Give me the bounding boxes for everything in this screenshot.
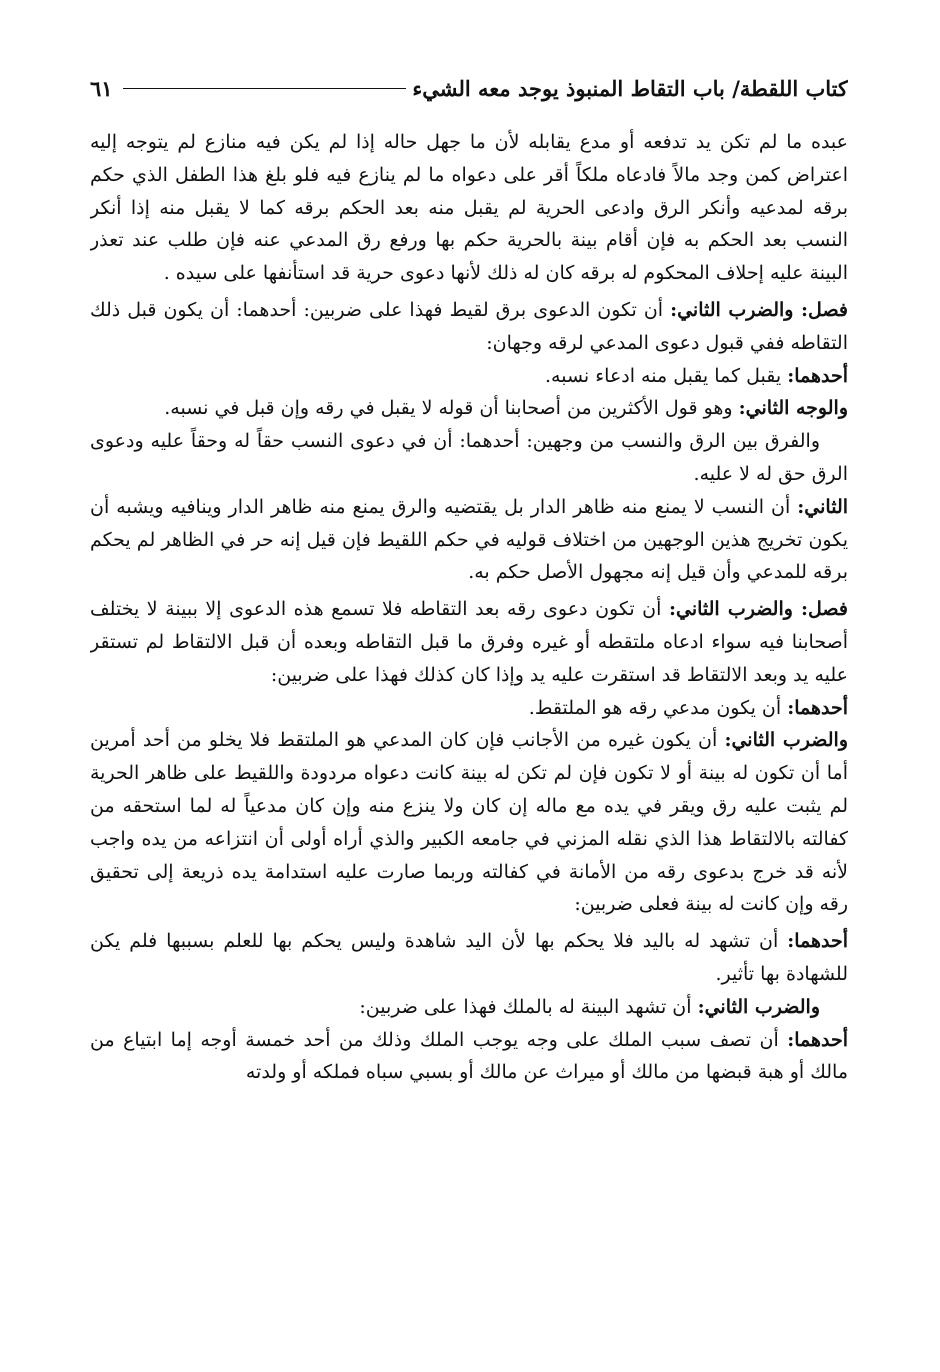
paragraph: [90, 392, 848, 425]
paragraph: [90, 126, 848, 290]
paragraph: [90, 724, 848, 921]
paragraph: [90, 425, 848, 491]
header-rule: [123, 88, 407, 89]
paragraph-lead: والوجه الثاني:: [738, 397, 848, 420]
paragraph: [90, 491, 848, 589]
paragraph-lead: فصل: والضرب الثاني:: [668, 598, 848, 621]
paragraph-lead: فصل: والضرب الثاني:: [670, 298, 848, 321]
paragraph: [90, 991, 848, 1024]
running-header: [90, 70, 848, 106]
body-text: [90, 126, 848, 1089]
page: [90, 70, 848, 1350]
paragraph: [90, 593, 848, 691]
paragraph-lead: أحدهما:: [787, 1028, 848, 1051]
paragraph-text: والفرق بين الرق والنسب من وجهين: أحدهما: أن في دعوى النسب حقاً له وحقاً عليه ودعوى الرق حق له لا عليه.: [90, 430, 848, 485]
paragraph-lead: الثاني:: [797, 495, 848, 518]
paragraph: [90, 692, 848, 725]
paragraph-lead: أحدهما:: [787, 930, 848, 953]
paragraph-text: أن تكون دعوى رقه بعد التقاطه فلا تسمع هذه الدعوى إلا ببينة لا يختلف أصحابنا فيه سواء ادعاه ملتقطه أو غيره وفرق ما قبل التقاطه وبعده أن قبل الالتقاط لم تستقر عليه يد وبعد الالتقاط قد استقرت عليه يد وإذا كان كذلك فهذا على ضربين:: [90, 598, 848, 686]
paragraph-text: أن يكون غيره من الأجانب فإن كان المدعي هو الملتقط فلا يخلو من أحد أمرين أما أن تكون له بينة أو لا تكون فإن لم تكن له بينة كانت دعواه مردودة واللقيط على ظاهر الحرية لم يثبت عليه رق ويقر في يده مع ماله إن كان ولا ينزع منه وإن كان مدعياً له لما استحقه من كفالته بالالتقاط هذا الذي نقله المزني في جامعه الكبير والذي أراه أولى أن انتزاعه من يده واجب لأنه قد خرج بدعوى رقه من الأمانة في كفالته وربما صارت عليه استدامة يده ذريعة إلى تحقيق رقه وإن كانت له بينة فعلى ضربين:: [90, 729, 848, 916]
paragraph-lead: والضرب الثاني:: [724, 729, 848, 752]
paragraph-lead: أحدهما:: [787, 696, 848, 719]
paragraph-lead: والضرب الثاني:: [697, 995, 820, 1018]
header-title: كتاب اللقطة/ باب التقاط المنبوذ يوجد معه الشيء: [412, 75, 848, 101]
paragraph: [90, 360, 848, 393]
paragraph-lead: أحدهما:: [787, 364, 848, 387]
paragraph: [90, 925, 848, 991]
paragraph-text: أن يكون مدعي رقه هو الملتقط.: [528, 696, 788, 719]
paragraph-text: أن النسب لا يمنع منه ظاهر الدار بل يقتضيه والرق يمنع منه ظاهر الدار وينافيه ويشبه أن يكون تخريج هذين الوجهين من اختلاف قوليه في حكم اللقيط فإن قيل إنه حر في الظاهر لم يحكم برقه للمدعي وأن قيل إنه مجهول الأصل حكم به.: [90, 495, 848, 584]
paragraph-text: يقبل كما يقبل منه ادعاء نسبه.: [544, 364, 788, 387]
paragraph-text: أن تشهد له باليد فلا يحكم بها لأن اليد شاهدة وليس يحكم بها للعلم بسببها فلم يكن للشهادة بها تأثير.: [90, 930, 848, 985]
paragraph-text: أن تصف سبب الملك على وجه يوجب الملك وذلك من أحد خمسة أوجه إما ابتياع من مالك أو هبة قبضها من مالك أو ميراث عن مالك أو بسبي سباه فملكه أو ولدته: [90, 1028, 848, 1084]
page-number: ٦١: [90, 75, 113, 101]
paragraph-text: أن تشهد البينة له بالملك فهذا على ضربين:: [359, 995, 698, 1018]
paragraph-text: وهو قول الأكثرين من أصحابنا أن قوله لا يقبل في رقه وإن قبل في نسبه.: [164, 397, 739, 420]
paragraph: [90, 294, 848, 360]
paragraph-text: أن تكون الدعوى برق لقيط فهذا على ضربين: أحدهما: أن يكون قبل ذلك التقاطه ففي قبول دعوى المدعي لرقه وجهان:: [90, 298, 848, 354]
paragraph-text: عبده ما لم تكن يد تدفعه أو مدع يقابله لأن ما جهل حاله إذا لم يكن فيه منازع لم يتوجه إليه اعتراض كمن وجد مالاً فادعاه ملكاً أقر على دعواه ما لم ينازع فيه فلو بلغ هذا الطفل الذي حكم برقه لمدعيه وأنكر الرق وادعى الحرية لم يقبل منه بعد الحكم برقه كما لا يقبل منه إذا أنكر النسب بعد الحكم به فإن أقام بينة بالحرية حكم بها ورفع رق المدعي عنه فإن طلب عند تعذر البينة عليه إحلاف المحكوم له برقه كان له ذلك لأنها دعوى حرية قد استأنفها على سيده .: [90, 131, 848, 285]
paragraph: [90, 1024, 848, 1090]
